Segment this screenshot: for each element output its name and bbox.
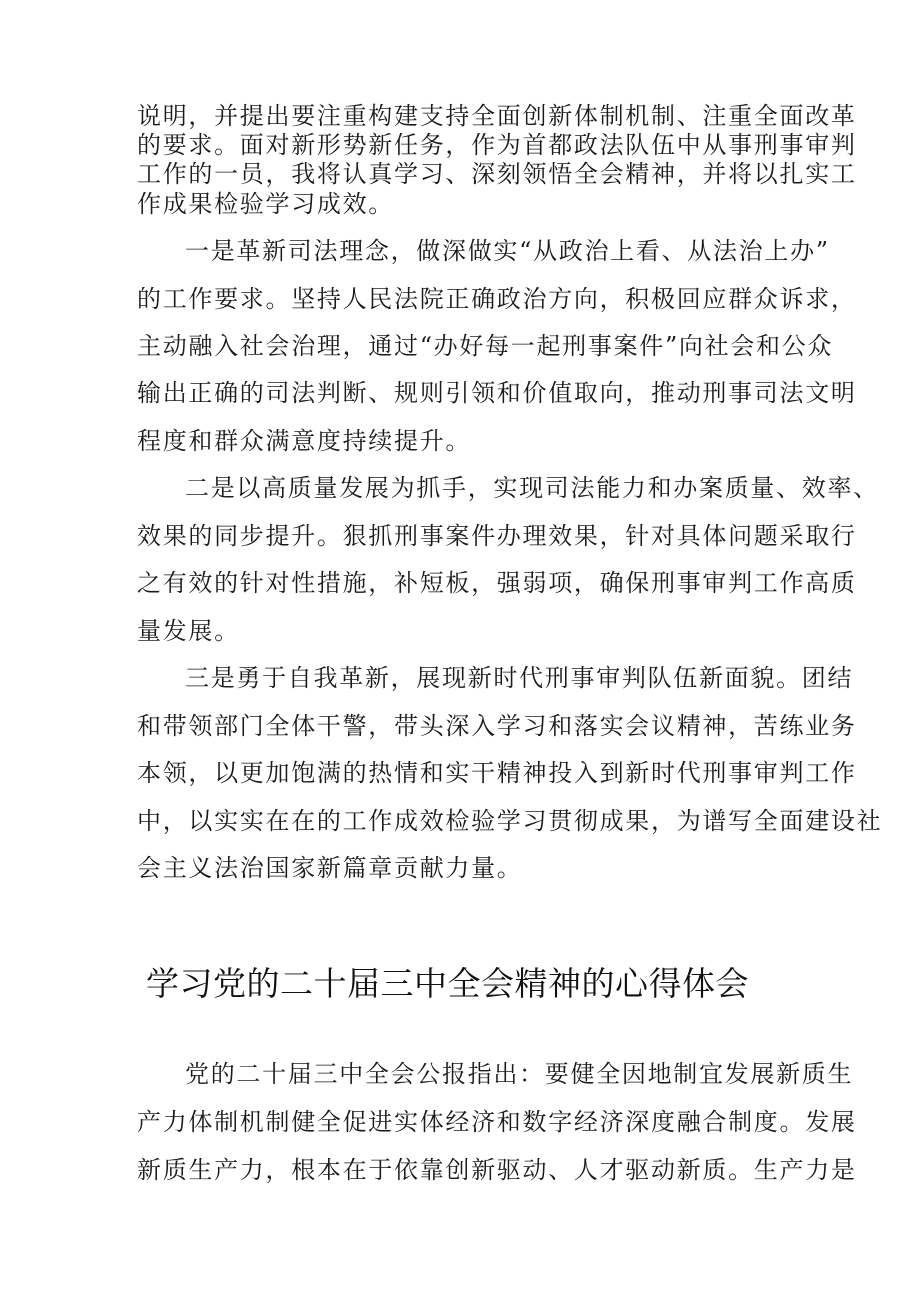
paragraph-3-line-3: 之有效的针对性措施，补短板，强弱项，确保刑事审判工作高质 (137, 569, 857, 597)
paragraph-4-line-5: 会主义法治国家新篇章贡献力量。 (137, 854, 523, 882)
paragraph-1-line-3: 工作的一员，我将认真学习、深刻领悟全会精神，并将以扎实工 (137, 160, 857, 188)
paragraph-4-line-1: 三是勇于自我革新，展现新时代刑事审判队伍新面貌。团结 (185, 664, 854, 692)
section-2-paragraph-line-1: 党的二十届三中全会公报指出：要健全因地制宜发展新质生 (185, 1060, 854, 1088)
paragraph-2-line-3: 主动融入社会治理，通过“办好每一起刑事案件”向社会和公众 (137, 332, 834, 360)
section-2-paragraph-line-3: 新质生产力，根本在于依靠创新驱动、人才驱动新质。生产力是 (137, 1156, 857, 1184)
paragraph-3-line-1: 二是以高质量发展为抓手，实现司法能力和办案质量、效率、 (185, 474, 879, 502)
paragraph-4-line-3: 本领，以更加饱满的热情和实干精神投入到新时代刑事审判工作 (137, 759, 857, 787)
paragraph-3-line-2: 效果的同步提升。狠抓刑事案件办理效果，针对具体问题采取行 (137, 522, 857, 550)
paragraph-1-line-4: 作成果检验学习成效。 (137, 190, 394, 218)
paragraph-3-line-4: 量发展。 (137, 617, 240, 645)
paragraph-2-line-5: 程度和群众满意度持续提升。 (137, 427, 472, 455)
paragraph-2-line-4: 输出正确的司法判断、规则引领和价值取向，推动刑事司法文明 (137, 379, 857, 407)
paragraph-1-line-2: 的要求。面对新形势新任务，作为首都政法队伍中从事刑事审判 (137, 131, 857, 159)
paragraph-2-line-2: 的工作要求。坚持人民法院正确政治方向，积极回应群众诉求， (137, 285, 857, 313)
section-2-paragraph-line-2: 产力体制机制健全促进实体经济和数字经济深度融合制度。发展 (137, 1108, 857, 1136)
section-title: 学习党的二十届三中全会精神的心得体会 (146, 964, 749, 1003)
paragraph-4-line-2: 和带领部门全体干警，带头深入学习和落实会议精神，苦练业务 (137, 712, 857, 740)
paragraph-4-line-4: 中，以实实在在的工作成效检验学习贯彻成果，为谱写全面建设社 (137, 807, 883, 835)
paragraph-2-line-1: 一是革新司法理念，做深做实“从政治上看、从法治上办” (185, 237, 830, 265)
paragraph-1-line-1: 说明，并提出要注重构建支持全面创新体制机制、注重全面改革 (137, 102, 857, 130)
